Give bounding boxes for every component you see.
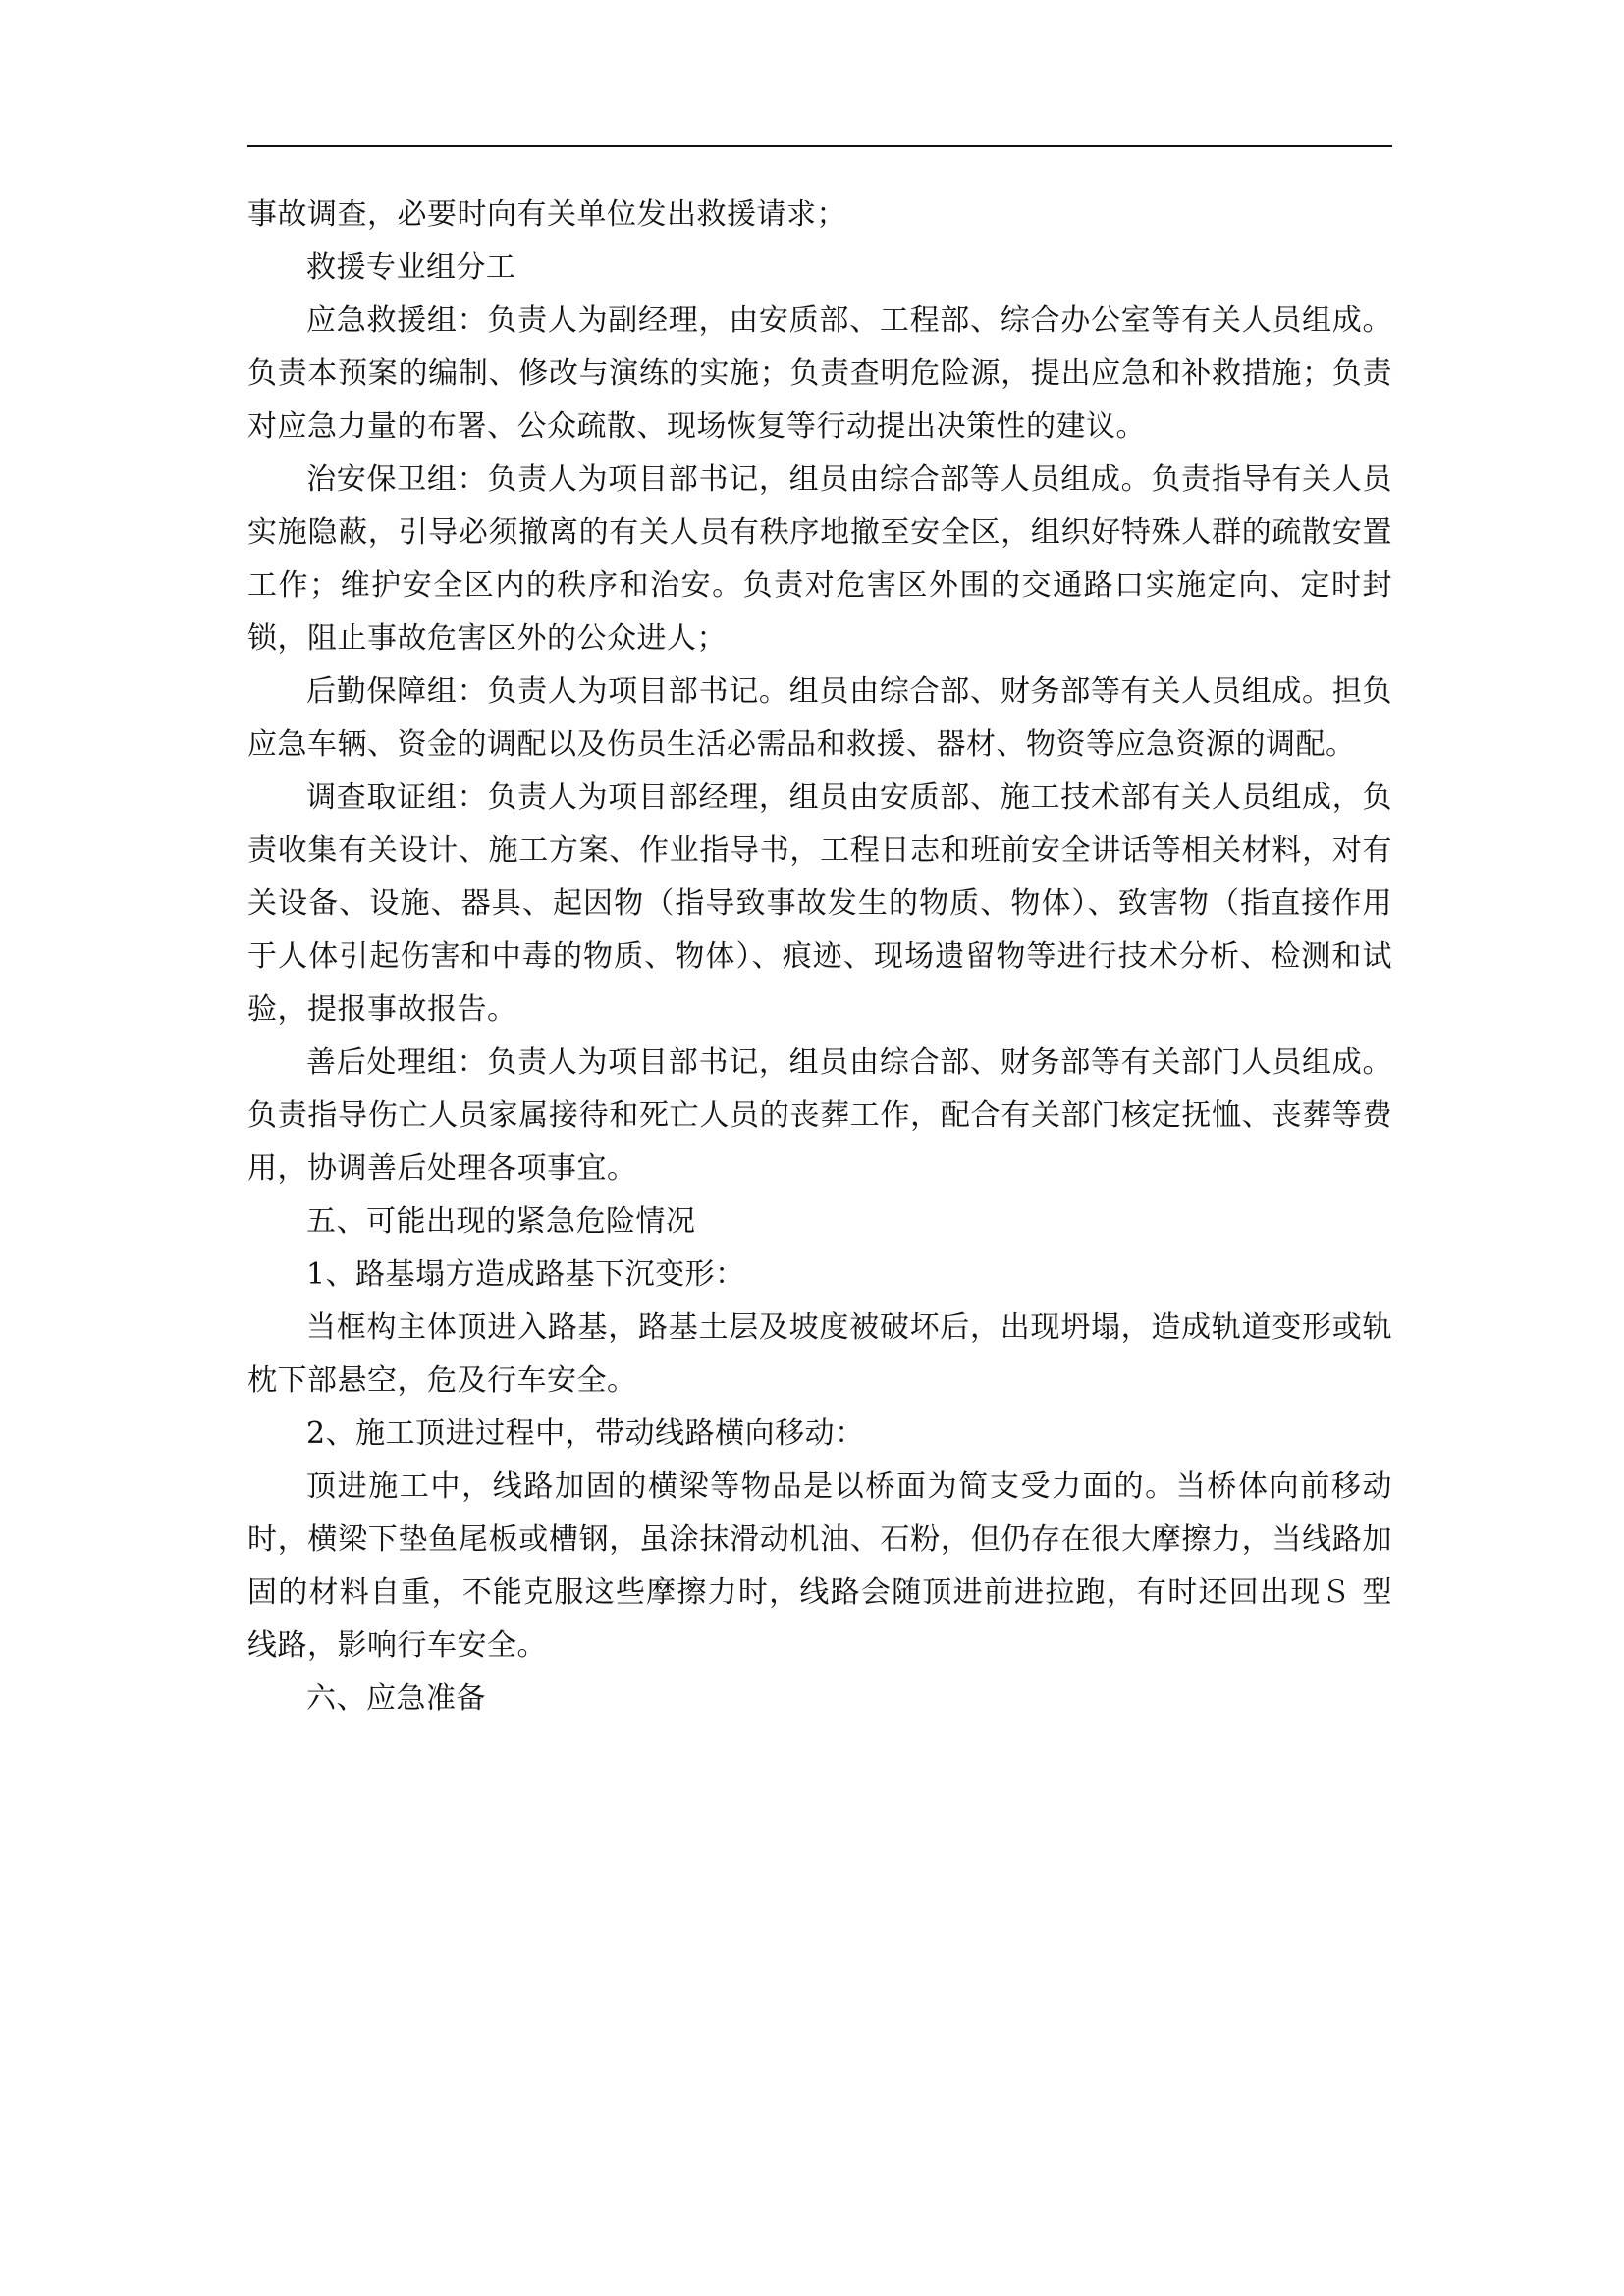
section-heading-emergency-preparation: 六、应急准备 [306, 1682, 486, 1716]
paragraph-security-group: 治安保卫组：负责人为项目部书记，组员由综合部等人员组成。负责指导有关人员实施隐蔽，引导必须撤离的有关人员有秩序地撤至安全区，组织好特殊人群的疏散安置工作；维护安全区内的秩序和治安。负责对危害区外围的交通路口实施定向、定时封锁，阻止事故危害区外的公众进人； [247, 462, 1392, 656]
paragraph-rescue-division-heading: 救援专业组分工 [306, 250, 516, 285]
document-body [247, 188, 1392, 1726]
subheading-lateral-movement: 2、施工顶进过程中，带动线路横向移动： [306, 1416, 865, 1451]
paragraph-lateral-movement: 顶进施工中，线路加固的横梁等物品是以桥面为简支受力面的。当桥体向前移动时，横梁下垫鱼尾板或槽钢，虽涂抹滑动机油、石粉，但仍存在很大摩擦力，当线路加固的材料自重，不能克服这些摩擦力时，线路会随顶进前进拉跑，有时还回出现Ｓ 型线路，影响行车安全。 [247, 1469, 1392, 1663]
paragraph-investigation-group: 调查取证组：负责人为项目部经理，组员由安质部、施工技术部有关人员组成，负责收集有关设计、施工方案、作业指导书，工程日志和班前安全讲话等相关材料，对有关设备、设施、器具、起因物（指导致事故发生的物质、物体）、致害物（指直接作用于人体引起伤害和中毒的物质、物体）、痕迹、现场遗留物等进行技术分析、检测和试验，提报事故报告。 [247, 780, 1392, 1027]
paragraph-continuation: 事故调查，必要时向有关单位发出救援请求； [247, 197, 846, 232]
paragraph-emergency-rescue-group: 应急救援组：负责人为副经理，由安质部、工程部、综合办公室等有关人员组成。负责本预案的编制、修改与演练的实施；负责查明危险源，提出应急和补救措施；负责对应急力量的布署、公众疏散、现场恢复等行动提出决策性的建议。 [247, 303, 1392, 444]
paragraph-aftermath-group: 善后处理组：负责人为项目部书记，组员由综合部、财务部等有关部门人员组成。负责指导伤亡人员家属接待和死亡人员的丧葬工作，配合有关部门核定抚恤、丧葬等费用，协调善后处理各项事宜。 [247, 1045, 1392, 1186]
header-rule [247, 145, 1392, 147]
subheading-roadbed-collapse: 1、路基塌方造成路基下沉变形： [306, 1257, 745, 1292]
paragraph-roadbed-collapse: 当框构主体顶进入路基，路基土层及坡度被破坏后，出现坍塌，造成轨道变形或轨枕下部悬空，危及行车安全。 [247, 1310, 1392, 1398]
section-heading-emergency-risks: 五、可能出现的紧急危险情况 [306, 1204, 696, 1239]
paragraph-logistics-group: 后勤保障组：负责人为项目部书记。组员由综合部、财务部等有关人员组成。担负应急车辆、资金的调配以及伤员生活必需品和救援、器材、物资等应急资源的调配。 [247, 674, 1392, 762]
